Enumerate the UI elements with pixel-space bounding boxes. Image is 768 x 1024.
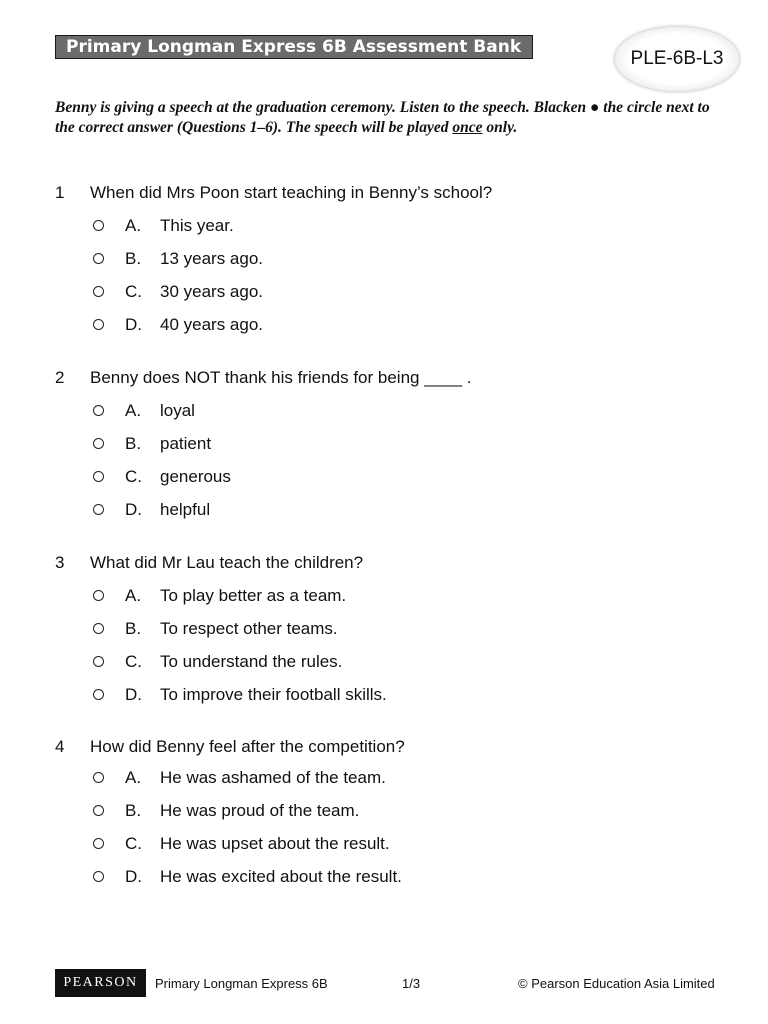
answer-circle-icon[interactable]	[93, 689, 104, 700]
option-letter: C.	[125, 467, 142, 486]
question-text: How did Benny feel after the competition?	[90, 737, 405, 756]
option-text: He was upset about the result.	[160, 834, 390, 853]
option-letter: D.	[125, 685, 142, 704]
question-text: What did Mr Lau teach the children?	[90, 553, 364, 572]
footer-book-title: Primary Longman Express 6B	[155, 976, 328, 991]
instructions-text: Benny is giving a speech at the graduation ceremony. Listen to the speech. Blacken ● the circle next to the correct answer (Questions 1–6). The speech will be played	[55, 99, 710, 136]
answer-circle-icon[interactable]	[93, 504, 104, 515]
answer-circle-icon[interactable]	[93, 805, 104, 816]
question-number: 2	[55, 368, 65, 387]
question-text: Benny does NOT thank his friends for being ____ .	[90, 368, 472, 387]
option-text: To play better as a team.	[160, 586, 347, 605]
option-text: 13 years ago.	[160, 249, 264, 268]
pearson-logo: PEARSON	[55, 969, 146, 997]
answer-circle-icon[interactable]	[93, 253, 104, 264]
question-number: 1	[55, 183, 65, 202]
question-number: 4	[55, 737, 65, 756]
option-letter: B.	[125, 434, 142, 453]
option-letter: B.	[125, 619, 142, 638]
option-letter: A.	[125, 216, 142, 235]
answer-circle-icon[interactable]	[93, 438, 104, 449]
option-letter: D.	[125, 867, 142, 886]
answer-circle-icon[interactable]	[93, 471, 104, 482]
question-number: 3	[55, 553, 65, 572]
answer-circle-icon[interactable]	[93, 286, 104, 297]
option-letter: A.	[125, 401, 142, 420]
option-letter: C.	[125, 652, 142, 671]
page-number: 1/3	[402, 976, 421, 991]
option-text: patient	[160, 434, 212, 453]
instructions-emphasis: once	[452, 119, 483, 136]
instructions-text-end: only.	[482, 119, 518, 136]
option-text: To improve their football skills.	[160, 685, 387, 704]
answer-circle-icon[interactable]	[93, 220, 104, 231]
answer-circle-icon[interactable]	[93, 590, 104, 601]
option-text: loyal	[160, 401, 195, 420]
option-text: To understand the rules.	[160, 652, 343, 671]
option-text: He was proud of the team.	[160, 801, 360, 820]
option-letter: A.	[125, 586, 142, 605]
option-letter: D.	[125, 500, 142, 519]
option-text: 40 years ago.	[160, 315, 264, 334]
option-letter: D.	[125, 315, 142, 334]
answer-circle-icon[interactable]	[93, 772, 104, 783]
instructions	[55, 98, 715, 138]
assessment-bank-title: Primary Longman Express 6B Assessment Bank	[55, 35, 533, 59]
answer-circle-icon[interactable]	[93, 623, 104, 634]
answer-circle-icon[interactable]	[93, 319, 104, 330]
option-letter: C.	[125, 282, 142, 301]
option-letter: A.	[125, 768, 142, 787]
option-text: generous	[160, 467, 231, 486]
option-text: 30 years ago.	[160, 282, 264, 301]
option-text: helpful	[160, 500, 211, 519]
answer-circle-icon[interactable]	[93, 656, 104, 667]
answer-circle-icon[interactable]	[93, 838, 104, 849]
copyright-notice: © Pearson Education Asia Limited	[518, 976, 715, 991]
answer-circle-icon[interactable]	[93, 871, 104, 882]
option-text: This year.	[160, 216, 234, 235]
option-letter: B.	[125, 249, 142, 268]
question-text: When did Mrs Poon start teaching in Benny’s school?	[90, 183, 493, 202]
option-text: To respect other teams.	[160, 619, 338, 638]
answer-circle-icon[interactable]	[93, 405, 104, 416]
option-letter: B.	[125, 801, 142, 820]
option-letter: C.	[125, 834, 142, 853]
paper-code-badge: PLE-6B-L3	[615, 27, 739, 91]
option-text: He was ashamed of the team.	[160, 768, 386, 787]
option-text: He was excited about the result.	[160, 867, 402, 886]
